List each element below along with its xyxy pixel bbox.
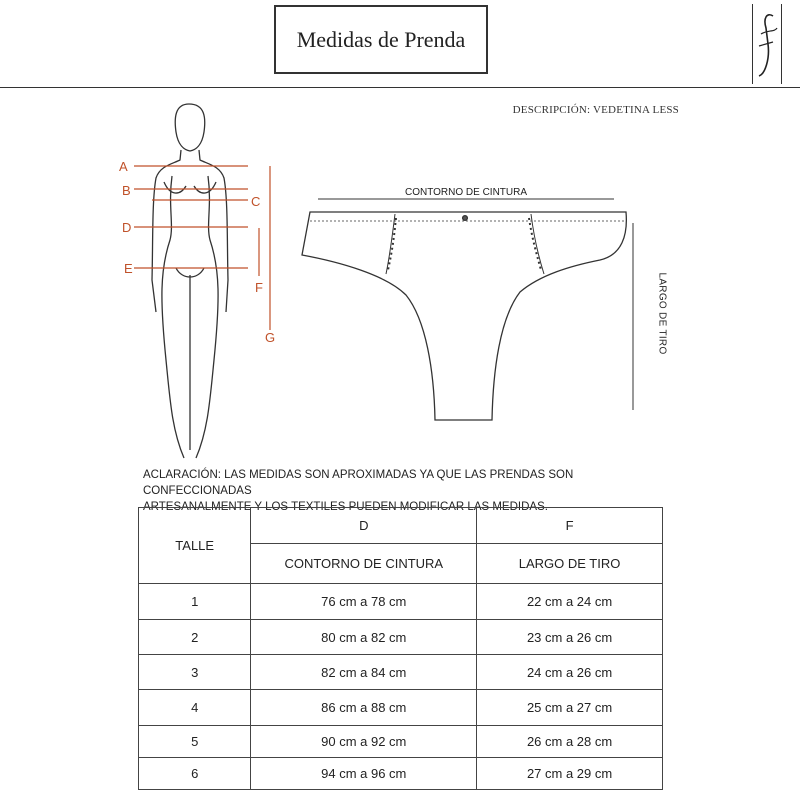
table-row <box>139 584 663 620</box>
table-row <box>139 655 663 690</box>
subheader-contorno-cintura: CONTORNO DE CINTURA <box>251 544 477 584</box>
d-cell: 94 cm a 96 cm <box>251 758 477 790</box>
talle-cell: 3 <box>139 655 251 690</box>
table-row <box>139 758 663 790</box>
marker-d: D <box>122 220 132 235</box>
d-cell: 76 cm a 78 cm <box>251 584 477 620</box>
garment-waist-label: CONTORNO DE CINTURA <box>404 187 528 198</box>
header-d: D <box>251 508 477 544</box>
f-cell: 27 cm a 29 cm <box>477 758 663 790</box>
f-cell: 22 cm a 24 cm <box>477 584 663 620</box>
header-talle: TALLE <box>139 508 251 584</box>
talle-cell: 4 <box>139 690 251 726</box>
marker-g: G <box>265 330 276 345</box>
garment-rise-label: LARGO DE TIRO <box>656 272 668 355</box>
marker-a: A <box>119 159 128 174</box>
garment-outline <box>302 212 626 420</box>
marker-f: F <box>255 280 263 295</box>
marker-e: E <box>124 261 133 276</box>
d-cell: 80 cm a 82 cm <box>251 620 477 655</box>
product-description: DESCRIPCIÓN: VEDETINA LESS <box>512 104 679 116</box>
table-row <box>139 690 663 726</box>
talle-cell: 1 <box>139 584 251 620</box>
table-row <box>139 620 663 655</box>
f-cell: 23 cm a 26 cm <box>477 620 663 655</box>
talle-cell: 2 <box>139 620 251 655</box>
talle-cell: 6 <box>139 758 251 790</box>
marker-c: C <box>251 194 261 209</box>
talle-cell: 5 <box>139 726 251 758</box>
marker-b: B <box>122 183 131 198</box>
f-cell: 26 cm a 28 cm <box>477 726 663 758</box>
page-title: Medidas de Prenda <box>274 5 488 74</box>
d-cell: 90 cm a 92 cm <box>251 726 477 758</box>
d-cell: 86 cm a 88 cm <box>251 690 477 726</box>
table-row <box>139 726 663 758</box>
disclaimer-line-1: ACLARACIÓN: LAS MEDIDAS SON APROXIMADAS YA QUE LAS PRENDAS SON CONFECCIONADAS <box>143 469 574 497</box>
subheader-largo-tiro: LARGO DE TIRO <box>477 544 663 584</box>
header-f: F <box>477 508 663 544</box>
size-table <box>138 507 663 790</box>
body-silhouette <box>152 104 228 458</box>
disclaimer-line-2: ARTESANALMENTE Y LOS TEXTILES PUEDEN MODIFICAR LAS MEDIDAS. <box>143 501 548 513</box>
f-cell: 25 cm a 27 cm <box>477 690 663 726</box>
d-cell: 82 cm a 84 cm <box>251 655 477 690</box>
f-cell: 24 cm a 26 cm <box>477 655 663 690</box>
